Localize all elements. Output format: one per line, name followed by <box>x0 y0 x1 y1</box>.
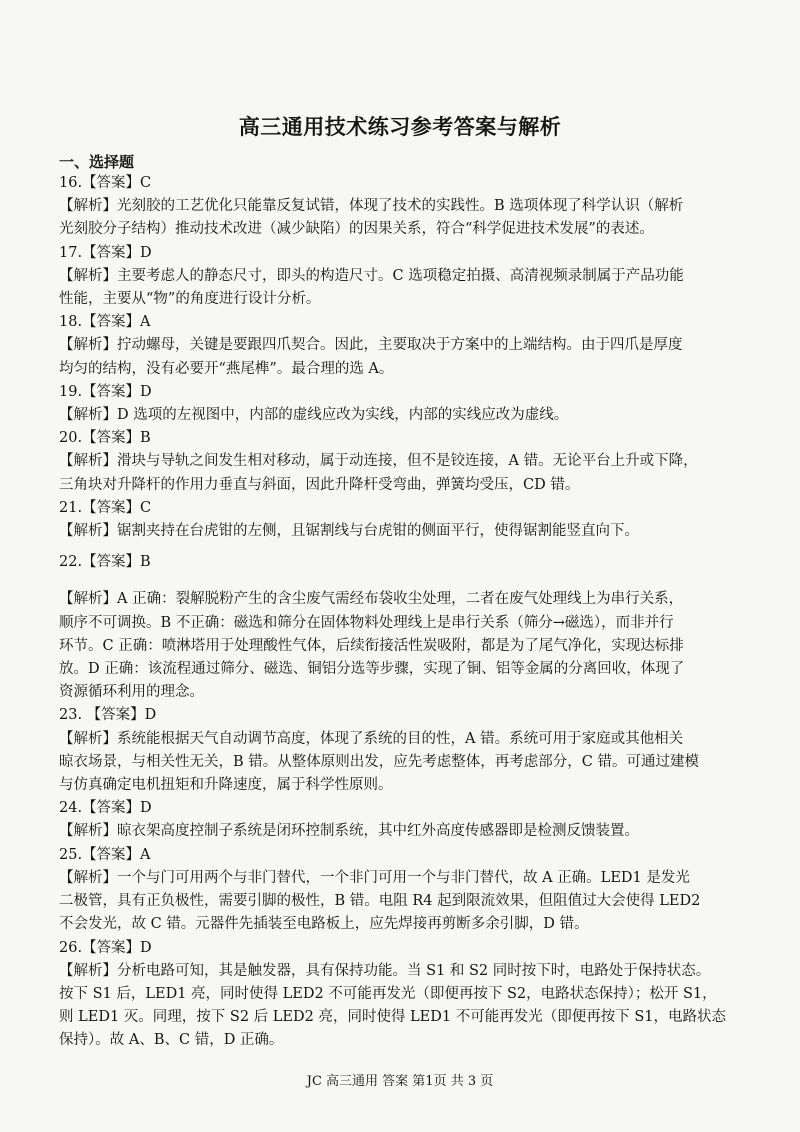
answer-line: 16.【答案】C <box>59 175 152 191</box>
item-17 <box>59 242 749 312</box>
explanation-line: 保持）。故 A、B、C 错，D 正确。 <box>59 1032 284 1049</box>
explanation-line: 顺序不可调换。B 不正确：磁选和筛分在固体物料处理线上是串行关系（筛分→磁选），而非并行 <box>59 614 674 631</box>
item-16 <box>59 172 749 242</box>
item-23 <box>59 704 749 797</box>
explanation-line: 【解析】系统能根据天气自动调节高度，体现了系统的目的性，A 错。系统可用于家庭或其他相关 <box>59 730 684 747</box>
item-20 <box>59 427 749 497</box>
explanation-line: 与仿真确定电机扭矩和升降速度，属于科学性原则。 <box>59 777 393 794</box>
explanation-line: 【解析】分析电路可知，其是触发器，具有保持功能。当 S1 和 S2 同时按下时，电路处于保持状态。 <box>59 962 711 979</box>
answer-line: 19.【答案】D <box>59 383 152 400</box>
item-22 <box>59 551 749 704</box>
explanation-line: 【解析】一个与门可用两个与非门替代，一个非门可用一个与非门替代，故 A 正确。LED1 是发光 <box>59 869 690 886</box>
explanation-line: 二极管，具有正负极性，需要引脚的极性，B 错。电阻 R4 起到限流效果，但阻值过大会使得 LED2 <box>59 893 701 910</box>
answer-line: 23. 【答案】D <box>59 707 157 724</box>
explanation-line: 不会发光，故 C 错。元器件先插装至电路板上，应先焊接再剪断多余引脚，D 错。 <box>59 916 589 933</box>
explanation-line: 【解析】晾衣架高度控制子系统是闭环控制系统，其中红外高度传感器即是检测反馈装置。 <box>59 823 639 840</box>
answer-line: 24.【答案】D <box>59 800 152 817</box>
explanation-line: 按下 S1 后，LED1 亮，同时使得 LED2 不可能再发光（即便再按下 S2，电路状态保持）；松开 S1， <box>59 985 717 1002</box>
item-25 <box>59 844 749 937</box>
spacer <box>59 543 749 551</box>
explanation-line: 放。D 正确：该流程通过筛分、磁选、铜铝分选等步骤，实现了铜、铝等金属的分离回收，体现了 <box>59 661 685 678</box>
explanation-line: 晾衣场景，与相关性无关，B 错。从整体原则出发，应先考虑整体，再考虑部分，C 错。可通过建模 <box>59 753 699 770</box>
explanation-line: 资源循环利用的理念。 <box>59 684 204 701</box>
explanation-line: 【解析】D 选项的左视图中，内部的虚线应改为实线，内部的实线应改为虚线。 <box>59 407 569 424</box>
item-24 <box>59 797 749 843</box>
explanation-line: 【解析】锯割夹持在台虎钳的左侧，且锯割线与台虎钳的侧面平行，使得锯割能竖直向下。 <box>59 523 639 540</box>
item-21 <box>59 497 749 543</box>
answer-line: 18.【答案】A <box>59 314 151 331</box>
explanation-line: 性能，主要从“物”的角度进行设计分析。 <box>59 291 321 308</box>
page-title: 高三通用技术练习参考答案与解析 <box>238 115 562 139</box>
explanation-line: 【解析】主要考虑人的静态尺寸，即头的构造尺寸。C 选项稳定拍摄、高清视频录制属于产品功能 <box>59 267 684 284</box>
explanation-line: 则 LED1 灭。同理，按下 S2 后 LED2 亮，同时使得 LED1 不可能再发光（即便再按下 S1，电路状态 <box>59 1009 726 1026</box>
item-19 <box>59 381 749 427</box>
explanation-line: 均匀的结构，没有必要开“燕尾榫”。最合理的选 A。 <box>59 360 394 377</box>
spacer <box>59 574 749 588</box>
explanation-line: 光刻胶分子结构）推动技术改进（减少缺陷）的因果关系，符合“科学促进技术发展”的表述。 <box>59 221 654 238</box>
item-26 <box>59 937 749 1053</box>
answer-line: 25.【答案】A <box>59 846 151 863</box>
explanation-line: 【解析】拧动螺母，关键是要跟四爪契合。因此，主要取决于方案中的上端结构。由于四爪是厚度 <box>59 337 683 354</box>
answer-line: 26.【答案】D <box>59 939 152 956</box>
answer-line: 22.【答案】B <box>59 554 151 571</box>
answer-line: 21.【答案】C <box>59 499 152 516</box>
explanation-line: 三角块对升降杆的作用力垂直与斜面，因此升降杆受弯曲，弹簧均受压，CD 错。 <box>59 476 580 493</box>
explanation-line: 【解析】滑块与导轨之间发生相对移动，属于动连接，但不是铰连接，A 错。无论平台上升或下降， <box>59 453 698 470</box>
explanation-line: 【解析】光刻胶的工艺优化只能靠反复试错，体现了技术的实践性。B 选项体现了科学认识（解析 <box>59 198 684 215</box>
answers-content <box>59 172 749 1053</box>
answer-line: 20.【答案】B <box>59 430 151 447</box>
answer-line: 17.【答案】D <box>59 244 152 261</box>
item-18 <box>59 311 749 381</box>
explanation-line: 环节。C 正确：喷淋塔用于处理酸性气体，后续衔接活性炭吸附，都是为了尾气净化，实现达标排 <box>59 637 684 654</box>
explanation-line: 【解析】A 正确：裂解脱粉产生的含尘废气需经布袋收尘处理，二者在废气处理线上为串行关系， <box>59 591 684 608</box>
page-footer: JC 高三通用 答案 第1页 共 3 页 <box>306 1074 494 1089</box>
section-heading: 一、选择题 <box>59 153 135 171</box>
